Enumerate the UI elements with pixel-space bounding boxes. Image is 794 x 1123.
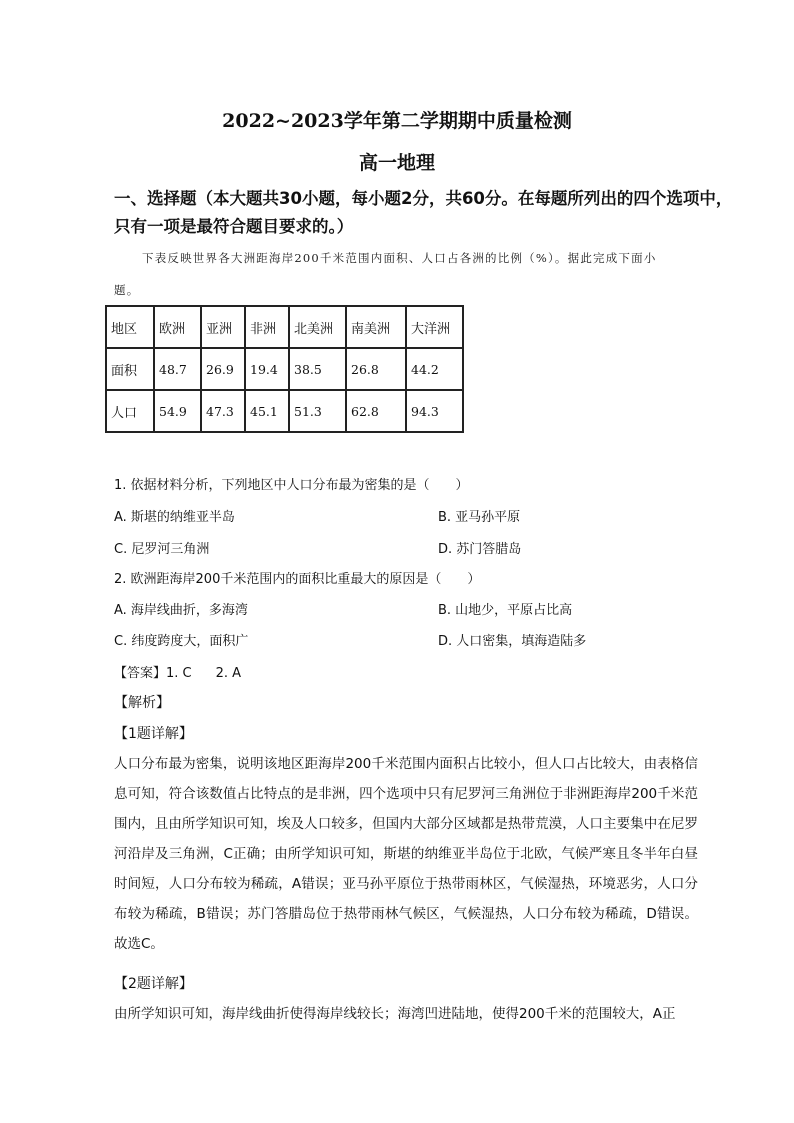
question-2-option-b: B. 山地少，平原占比高 [438,603,573,618]
table-header-cell: 南美洲 [346,306,406,348]
question-1-option-d: D. 苏门答腊岛 [438,542,522,557]
answer-2: 2. A [215,666,242,681]
answer-label: 【答案】 [114,666,167,681]
q1-detail-text: 人口分布最为密集，说明该地区距海岸200千米范围内面积占比较小，但人口占比较大，由表格信息可知，符合该数值占比特点的是非洲，四个选项中只有尼罗河三角洲位于非洲距海岸200千米范围内，且由所学知识可知，埃及人口较多，但国内大部分区域都是热带荒漠，人口主要集中在尼罗河沿岸及三角洲，C正确；由所学知识可知，斯堪的纳维亚半岛位于北欧，气候严寒且冬半年白昼时间短，人口分布较为稀疏，A错误；亚马孙平原位于热带雨林区，气候湿热，环境恶劣，人口分布较为稀疏，B错误；苏门答腊岛位于热带雨林气候区，气候湿热，人口分布较为稀疏，D错误。故选C。 [114,756,698,952]
table-cell: 19.4 [245,348,289,390]
material-intro-line2: 题。 [114,283,140,297]
question-1-option-c: C. 尼罗河三角洲 [114,542,210,557]
table-cell: 48.7 [154,348,201,390]
analysis-label: 【解析】 [114,695,170,711]
table-cell: 51.3 [289,390,346,432]
section-heading-line1: 一、选择题（本大题共30小题，每小题2分，共60分。在每题所列出的四个选项中， [114,189,733,208]
question-1-option-a: A. 斯堪的纳维亚半岛 [114,510,235,525]
table-cell: 38.5 [289,348,346,390]
table-header-cell: 大洋洲 [406,306,463,348]
material-intro-line1: 下表反映世界各大洲距海岸200千米范围内面积、人口占各洲的比例（%）。据此完成下面小 [142,251,657,265]
table-cell: 54.9 [154,390,201,432]
table-cell: 26.9 [201,348,245,390]
table-row-population [106,390,463,432]
table-header-row [106,306,463,348]
table-cell: 45.1 [245,390,289,432]
table-row-label: 面积 [106,348,154,390]
q2-detail-label: 【2题详解】 [114,976,193,992]
table-header-cell: 地区 [106,306,154,348]
table-cell: 62.8 [346,390,406,432]
table-cell: 44.2 [406,348,463,390]
table-cell: 47.3 [201,390,245,432]
q1-detail-label: 【1题详解】 [114,726,193,742]
table-row-area [106,348,463,390]
q2-detail-text: 由所学知识可知，海岸线曲折使得海岸线较长；海湾凹进陆地，使得200千米的范围较大，A正 [114,1006,676,1022]
table-header-cell: 北美洲 [289,306,346,348]
question-2-option-a: A. 海岸线曲折，多海湾 [114,603,248,618]
question-2-option-c: C. 纬度跨度大，面积广 [114,634,249,649]
question-1-option-b: B. 亚马孙平原 [438,510,521,525]
question-1-stem: 1. 依据材料分析，下列地区中人口分布最为密集的是（ ） [114,478,469,493]
question-2-stem: 2. 欧洲距海岸200千米范围内的面积比重最大的原因是（ ） [114,572,481,587]
page-subtitle: 高一地理 [358,152,435,174]
answer-line [114,662,241,681]
table-row-label: 人口 [106,390,154,432]
table-header-cell: 欧洲 [154,306,201,348]
page-title: 2022~2023学年第二学期期中质量检测 [222,110,572,132]
question-2-option-d: D. 人口密集，填海造陆多 [438,634,587,649]
answer-1: 1. C [166,666,192,681]
table-header-cell: 亚洲 [201,306,245,348]
table-cell: 94.3 [406,390,463,432]
section-heading-line2: 只有一项是最符合题目要求的。） [114,217,354,236]
table-header-cell: 非洲 [245,306,289,348]
table-cell: 26.8 [346,348,406,390]
data-table [105,305,464,433]
